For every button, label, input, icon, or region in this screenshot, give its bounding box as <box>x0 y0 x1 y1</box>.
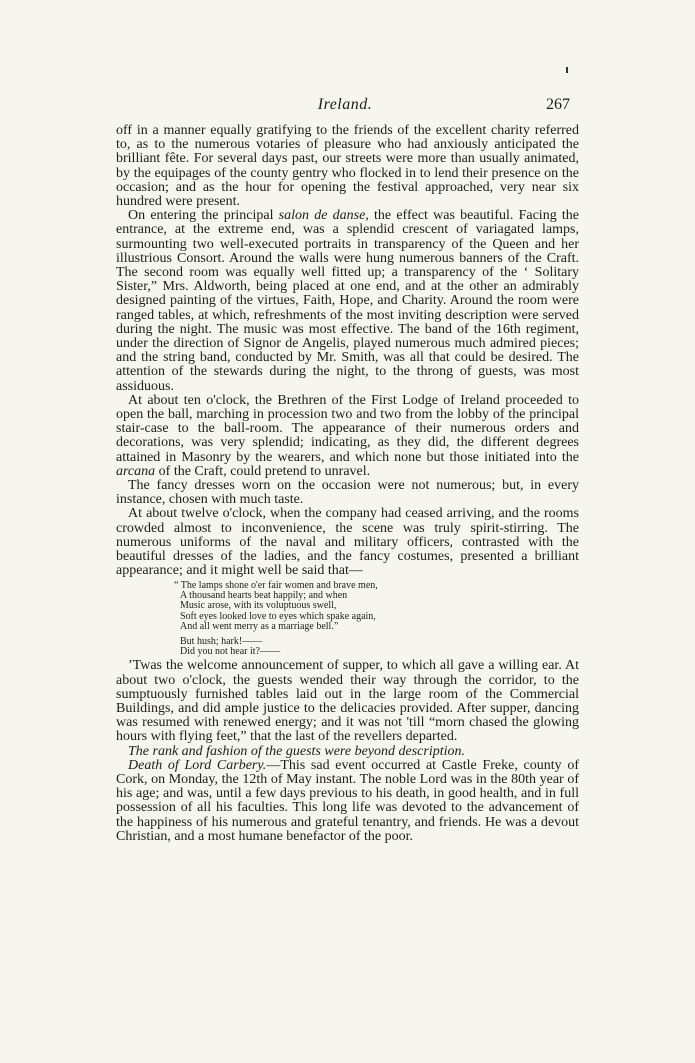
paragraph-1: off in a manner equally gratifying to the friends of the excellent charity referred to, as to the numerous votaries of pleasure who had anxiously anticipated the brilliant fête. For several days past, our streets were more than usually animated, by the equipages of the county gentry who flocked in to lend their presence on the occasion; and as the hour for opening the festival approached, very near six hundred were present. <box>116 123 579 210</box>
paragraph-7: The rank and fashion of the guests were beyond description. <box>128 743 465 759</box>
page-number: 267 <box>546 96 570 113</box>
poem-line: Music arose, with its voluptuous swell, <box>180 600 337 612</box>
paragraph-4: The fancy dresses worn on the occasion were not numerous; but, in every instance, chosen with much taste. <box>116 478 579 508</box>
paragraph-2 <box>116 209 579 394</box>
poem-line: A thousand hearts beat happily; and when <box>180 589 348 601</box>
poem-quote <box>174 581 579 658</box>
print-mark <box>566 67 568 73</box>
paragraph-3 <box>116 394 579 479</box>
paragraph-3-italic: arcana <box>116 463 156 479</box>
paragraph-2-italic: salon de danse, <box>278 208 369 224</box>
poem-line: “ The lamps shone o'er fair women and brave men, <box>174 579 378 591</box>
paragraph-3-text-b: of the Craft, could pretend to unravel. <box>155 463 371 479</box>
paragraph-5: At about twelve o'clock, when the company had ceased arriving, and the rooms crowded almost to inconvenience, the scene was truly spirit-stirring. The numerous uniforms of the naval and military officers, contrasted with the beautiful dresses of the ladies, and the fancy costumes, presented a brilliant appearance; and it might well be said that— <box>116 506 579 579</box>
paragraph-8 <box>116 759 579 844</box>
poem-line: Did you not hear it?—— <box>180 645 280 657</box>
page-header <box>120 96 570 116</box>
poem-line: But hush; hark!—— <box>180 635 263 647</box>
paragraph-8-heading: Death of Lord Carbery. <box>128 757 267 773</box>
running-title: Ireland. <box>317 96 373 113</box>
article-body <box>116 124 579 844</box>
paragraph-2-text-b: the effect was beautiful. Facing the entrance, at the extreme end, was a splendid crescent of variagated lamps, surmounting two well-executed portraits in transparency of the Queen and her illustrious Consort. Around the walls were hung numerous banners of the Craft. The second room was equally well fitted up; a transparency of the ‘ Solitary Sister,” Mrs. Aldworth, being placed at one end, and at the other an admirably designed painting of the virtues, Faith, Hope, and Charity. Around the room were ranged tables, at which, refreshments of the most inviting description were served during the night. The music was most effective. The band of the 16th regiment, under the direction of Signor de Angelis, played numerous much admired pieces; and the string band, conducted by Mr. Smith, was all that could be desired. The attention of the stewards during the night, to the throng of guests, was most assiduous. <box>116 208 579 394</box>
paragraph-8-text: —This sad event occurred at Castle Freke, county of Cork, on Monday, the 12th of May instant. The noble Lord was in the 80th year of his age; and was, until a few days previous to his death, in good health, and in full possession of all his faculties. This long life was devoted to the advancement of the happiness of his numerous and grateful tenantry, and friends. He was a devout Christian, and a most humane benefactor of the poor. <box>116 757 579 844</box>
poem-line: Soft eyes looked love to eyes which spake again, <box>180 610 376 622</box>
paragraph-6: ’Twas the welcome announcement of supper, to which all gave a willing ear. At about two o'clock, the guests wended their way through the corridor, to the sumptuously furnished tables laid out in the large room of the Commercial Buildings, and did ample justice to the delicacies provided. After supper, dancing was resumed with renewed energy; and it was not 'till “morn chased the glowing hours with flying feet,” that the last of the revellers departed. <box>116 658 579 745</box>
paragraph-3-text-a: At about ten o'clock, the Brethren of the First Lodge of Ireland proceeded to open the ball, marching in procession two and two from the lobby of the principal stair-case to the ball-room. The appearance of their numerous orders and decorations, was very splendid; indicating, as they did, the different degrees attained in Masonry by the wearers, and which none but those initiated into the <box>116 392 579 465</box>
paragraph-2-text-a: On entering the principal <box>128 208 279 224</box>
poem-line: And all went merry as a marriage bell.” <box>180 621 339 633</box>
